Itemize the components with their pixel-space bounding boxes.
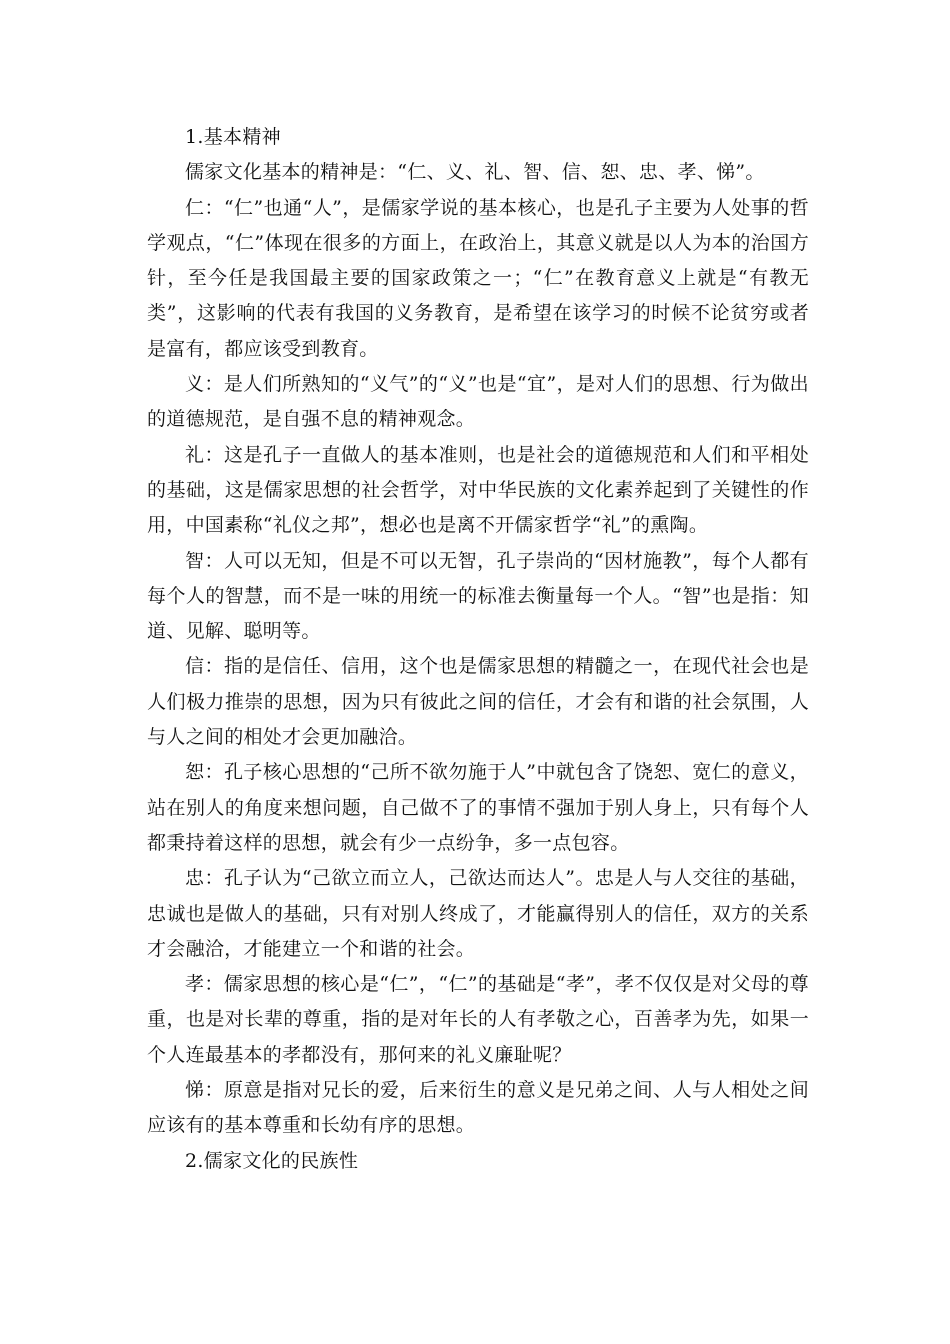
paragraph-zhi: 智：人可以无知，但是不可以无智，孔子崇尚的“因材施教”，每个人都有每个人的智慧，而不是一味的用统一的标准去衡量每一个人。“智”也是指：知道、见解、聪明等。 [147, 549, 809, 643]
paragraph-yi: 义：是人们所熟知的“义气”的“义”也是“宜”，是对人们的思想、行为做出的道德规范，是自强不息的精神观念。 [147, 373, 809, 431]
paragraph-li: 礼：这是孔子一直做人的基本准则，也是社会的道德规范和人们和平相处的基础，这是儒家思想的社会哲学，对中华民族的文化素养起到了关键性的作用，中国素称“礼仪之邦”，想必也是离不开儒家哲学“礼”的熏陶。 [147, 443, 809, 537]
paragraph-intro: 儒家文化基本的精神是：“仁、义、礼、智、信、恕、忠、孝、悌”。 [185, 161, 765, 184]
paragraph-zhong: 忠：孔子认为“己欲立而立人，己欲达而达人”。忠是人与人交往的基础，忠诚也是做人的基础，只有对别人终成了，才能赢得别人的信任，双方的关系才会融洽，才能建立一个和谐的社会。 [147, 867, 809, 960]
section-heading-basic-spirit: 1.基本精神 [185, 126, 281, 148]
paragraph-ren: 仁：“仁”也通“人”，是儒家学说的基本核心，也是孔子主要为人处事的哲学观点，“仁”体现在很多的方面上，在政治上，其意义就是以人为本的治国方针，至今任是我国最主要的国家政策之一；“仁”在教育意义上就是“有教无类”，这影响的代表有我国的义务教育，是希望在该学习的时候不论贫穷或者是富有，都应该受到教育。 [147, 196, 809, 360]
paragraph-ti: 悌：原意是指对兄长的爱，后来衍生的意义是兄弟之间、人与人相处之间应该有的基本尊重和长幼有序的思想。 [147, 1079, 809, 1137]
paragraph-xin: 信：指的是信任、信用，这个也是儒家思想的精髓之一，在现代社会也是人们极力推崇的思想，因为只有彼此之间的信任，才会有和谐的社会氛围，人与人之间的相处才会更加融洽。 [147, 655, 809, 749]
section-heading-nationality: 2.儒家文化的民族性 [185, 1149, 359, 1172]
document-body [147, 120, 809, 1179]
paragraph-xiao: 孝：儒家思想的核心是“仁”，“仁”的基础是“孝”，孝不仅仅是对父母的尊重，也是对长辈的尊重，指的是对年长的人有孝敬之心，百善孝为先，如果一个人连最基本的孝都没有，那何来的礼义廉耻呢？ [147, 973, 809, 1066]
paragraph-shu: 恕：孔子核心思想的“己所不欲勿施于人”中就包含了饶恕、宽仁的意义，站在别人的角度来想问题，自己做不了的事情不强加于别人身上，只有每个人都秉持着这样的思想，就会有少一点纷争，多一点包容。 [147, 761, 809, 854]
